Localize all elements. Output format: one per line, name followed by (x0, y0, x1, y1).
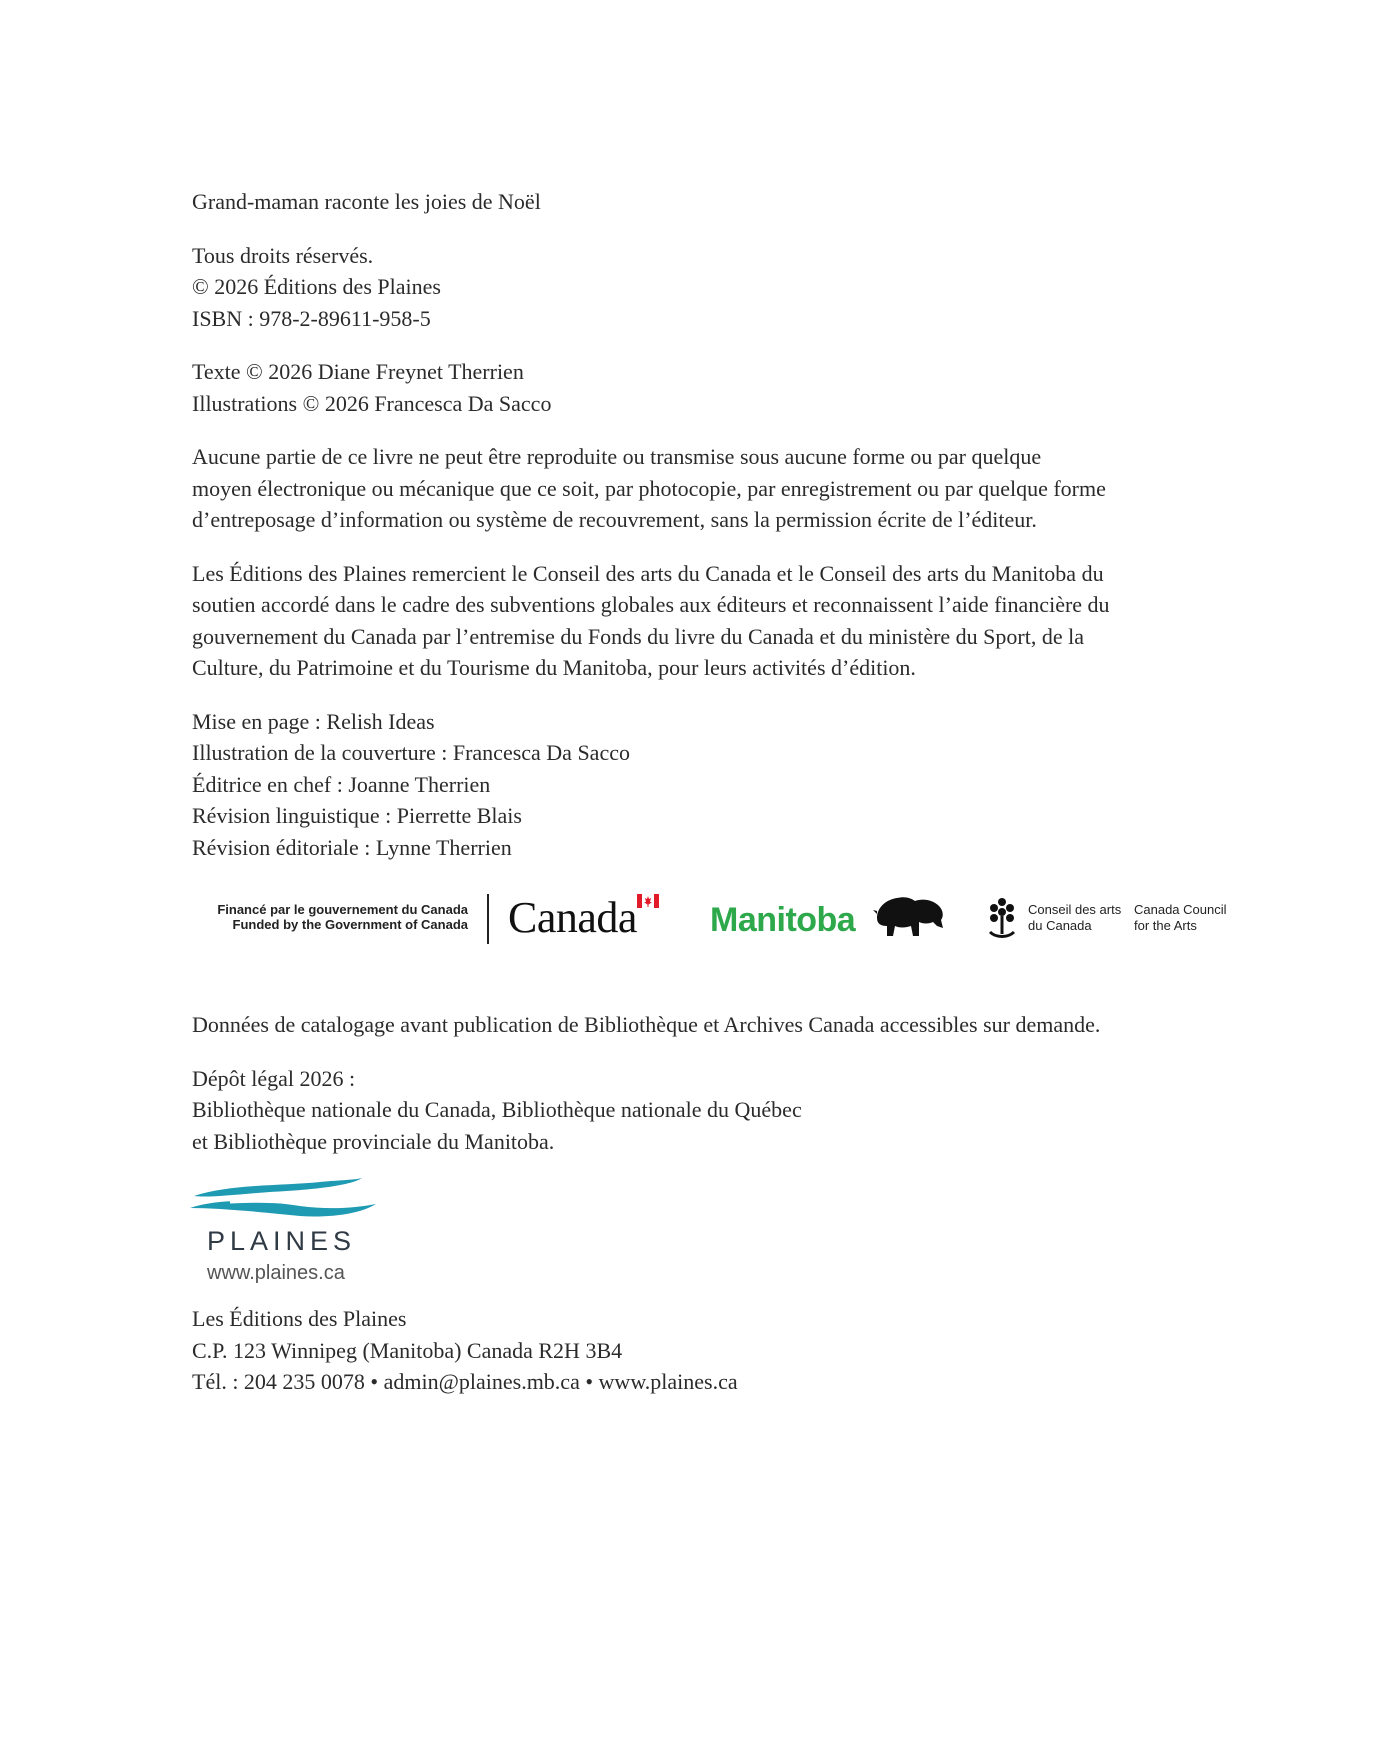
catalog-text: Données de catalogage avant publication de Bibliothèque et Archives Canada accessibles sur demande. (192, 1012, 1101, 1037)
postal-address: C.P. 123 Winnipeg (Manitoba) Canada R2H 3B4 (192, 1337, 623, 1363)
isbn: ISBN : 978-2-89611-958-5 (192, 305, 431, 331)
canada-flag-icon (637, 894, 659, 908)
bison-icon (871, 892, 947, 940)
notice-line: moyen électronique ou mécanique que ce soit, par photocopie, par enregistrement ou par quelque forme (192, 475, 1106, 501)
rights-reserved: Tous droits réservés. (192, 242, 374, 268)
legal-deposit-line: et Bibliothèque provinciale du Manitoba. (192, 1128, 555, 1154)
book-title: Grand-maman raconte les joies de Noël (192, 189, 541, 214)
funding-logos (188, 892, 1248, 948)
publisher-name: Les Éditions des Plaines (192, 1306, 407, 1331)
plaines-url: www.plaines.ca (207, 1262, 345, 1284)
reproduction-notice (192, 441, 1252, 536)
government-funding-text (188, 902, 468, 932)
legal-deposit-heading: Dépôt légal 2026 : (192, 1065, 356, 1091)
publisher-address (192, 1303, 738, 1398)
book-title-block (192, 186, 1252, 218)
rights-block (192, 240, 1252, 335)
manitoba-wordmark: Manitoba (710, 901, 856, 939)
text-credit: Texte © 2026 Diane Freynet Therrien (192, 359, 524, 384)
council-en-line: for the Arts (1134, 918, 1197, 933)
legal-deposit (192, 1063, 1252, 1158)
canada-council-en (1134, 902, 1227, 934)
plaines-wordmark: PLAINES (207, 1226, 357, 1256)
thanks-line: soutien accordé dans le cadre des subventions globales aux éditeurs et reconnaissent l’aide financière du (192, 592, 1110, 617)
illustrations-credit: Illustrations © 2026 Francesca Da Sacco (192, 390, 552, 416)
staff-credits (192, 706, 1252, 864)
copyright-page (192, 186, 1252, 885)
council-fr-line: du Canada (1028, 918, 1092, 933)
funding-en: Funded by the Government of Canada (232, 917, 468, 932)
acknowledgements (192, 558, 1252, 684)
thanks-line: Les Éditions des Plaines remercient le Conseil des arts du Canada et le Conseil des arts du Manitoba du (192, 560, 1104, 586)
notice-line: d’entreposage d’information ou système de recouvrement, sans la permission écrite de l’éditeur. (192, 507, 1037, 532)
council-fr-line: Conseil des arts (1028, 902, 1122, 917)
thanks-line: gouvernement du Canada par l’entremise du Fonds du livre du Canada et du ministère du Sport, de la (192, 623, 1084, 649)
editorial-revision-credit: Révision éditoriale : Lynne Therrien (192, 834, 512, 860)
funding-fr: Financé par le gouvernement du Canada (217, 902, 468, 917)
plaines-logo (190, 1178, 390, 1288)
contact-line: Tél. : 204 235 0078 • admin@plaines.mb.ca • www.plaines.ca (192, 1369, 738, 1394)
legal-deposit-line: Bibliothèque nationale du Canada, Bibliothèque nationale du Québec (192, 1097, 802, 1122)
linguistic-revision-credit: Révision linguistique : Pierrette Blais (192, 803, 522, 828)
catalog-notice (192, 1009, 1252, 1041)
canada-council-icon (982, 894, 1022, 942)
author-credits (192, 356, 1252, 419)
thanks-line: Culture, du Patrimoine et du Tourisme du Manitoba, pour leurs activités d’édition. (192, 655, 916, 680)
editor-credit: Éditrice en chef : Joanne Therrien (192, 771, 491, 797)
canada-wordmark: Canada (508, 893, 637, 942)
layout-credit: Mise en page : Relish Ideas (192, 708, 435, 734)
council-en-line: Canada Council (1134, 902, 1227, 917)
canada-council-fr (1028, 902, 1121, 934)
catalog-section (192, 1009, 1252, 1179)
funding-divider (487, 894, 489, 944)
notice-line: Aucune partie de ce livre ne peut être reproduite ou transmise sous aucune forme ou par quelque (192, 444, 1042, 469)
cover-credit: Illustration de la couverture : Francesca Da Sacco (192, 740, 630, 765)
waves-icon (190, 1178, 380, 1224)
copyright-line: © 2026 Éditions des Plaines (192, 274, 441, 299)
